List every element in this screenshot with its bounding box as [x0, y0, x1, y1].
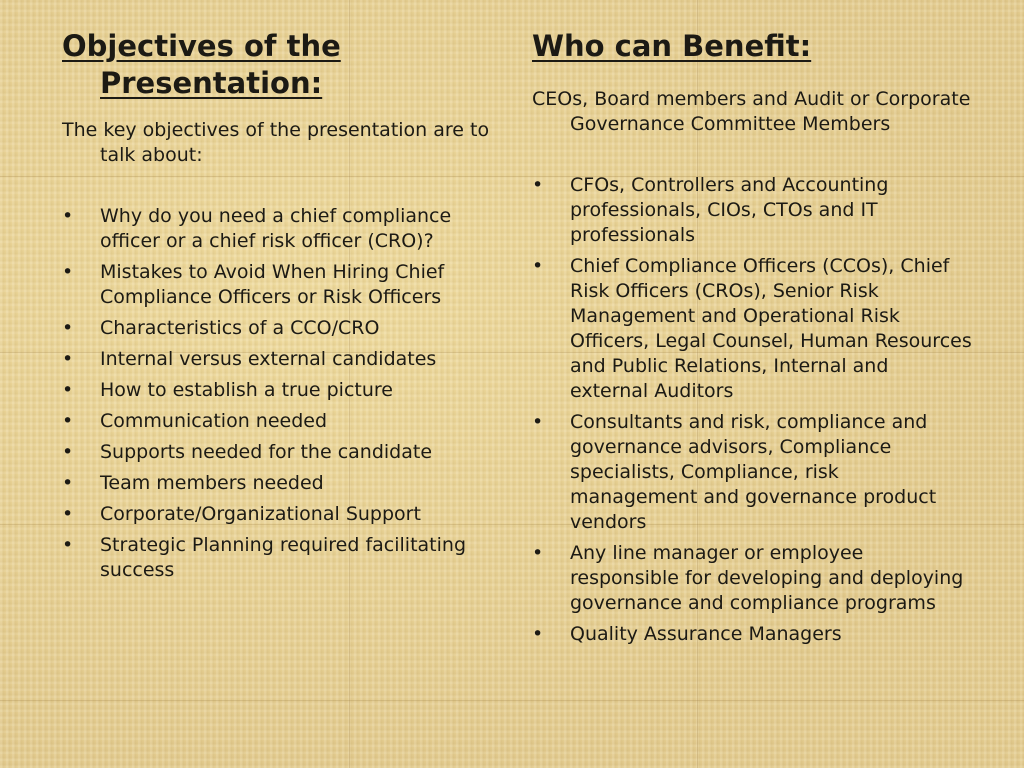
- audience-list: [532, 173, 972, 647]
- audience-heading: Who can Benefit:: [532, 29, 812, 63]
- objective-item-text: Team members needed: [100, 472, 324, 494]
- objectives-heading: Objectives of the Presentation:: [62, 29, 341, 100]
- objective-item: [62, 409, 492, 434]
- objective-item-text: Mistakes to Avoid When Hiring Chief Compliance Officers or Risk Officers: [100, 261, 445, 308]
- bullet-icon: •: [62, 379, 74, 401]
- objective-item: [62, 440, 492, 465]
- audience-intro: CEOs, Board members and Audit or Corporate Governance Committee Members: [532, 88, 971, 135]
- objective-item: [62, 347, 492, 372]
- objective-item-text: Communication needed: [100, 410, 328, 432]
- audience-column: [532, 28, 972, 653]
- objective-item-text: How to establish a true picture: [100, 379, 393, 401]
- audience-item: [532, 173, 972, 248]
- audience-item: [532, 541, 972, 616]
- bullet-icon: •: [62, 317, 74, 339]
- audience-item: [532, 622, 972, 647]
- bullet-icon: •: [532, 542, 544, 564]
- bullet-icon: •: [532, 411, 544, 433]
- objective-item: [62, 502, 492, 527]
- audience-item-text: Consultants and risk, compliance and governance advisors, Compliance specialists, Compliance, risk management and governance product vendors: [570, 411, 937, 533]
- audience-item-text: Chief Compliance Officers (CCOs), Chief Risk Officers (CROs), Senior Risk Management and Operational Risk Officers, Legal Counsel, Human Resources and Public Relations, Internal and external Auditors: [570, 255, 972, 402]
- objective-item: [62, 260, 492, 310]
- bullet-icon: •: [62, 534, 74, 556]
- objective-item: [62, 471, 492, 496]
- objectives-list: [62, 204, 492, 583]
- objective-item: [62, 316, 492, 341]
- objective-item: [62, 204, 492, 254]
- bullet-icon: •: [532, 255, 544, 277]
- audience-item-text: CFOs, Controllers and Accounting professionals, CIOs, CTOs and IT professionals: [570, 174, 889, 246]
- audience-item-text: Any line manager or employee responsible for developing and deploying governance and compliance programs: [570, 542, 964, 614]
- objective-item-text: Why do you need a chief compliance officer or a chief risk officer (CRO)?: [100, 205, 452, 252]
- bullet-icon: •: [62, 261, 74, 283]
- objective-item-text: Strategic Planning required facilitating success: [100, 534, 467, 581]
- bullet-icon: •: [62, 348, 74, 370]
- objective-item-text: Internal versus external candidates: [100, 348, 437, 370]
- bullet-icon: •: [532, 174, 544, 196]
- objectives-intro: The key objectives of the presentation are to talk about:: [62, 119, 490, 166]
- objective-item-text: Supports needed for the candidate: [100, 441, 433, 463]
- audience-item-text: Quality Assurance Managers: [570, 623, 842, 645]
- objectives-column: [62, 28, 492, 589]
- background-seam: [0, 700, 1024, 701]
- objective-item-text: Corporate/Organizational Support: [100, 503, 421, 525]
- bullet-icon: •: [62, 503, 74, 525]
- objective-item: [62, 378, 492, 403]
- audience-item: [532, 410, 972, 535]
- objective-item-text: Characteristics of a CCO/CRO: [100, 317, 380, 339]
- objective-item: [62, 533, 492, 583]
- bullet-icon: •: [62, 205, 74, 227]
- bullet-icon: •: [532, 623, 544, 645]
- bullet-icon: •: [62, 410, 74, 432]
- audience-item: [532, 254, 972, 404]
- bullet-icon: •: [62, 441, 74, 463]
- bullet-icon: •: [62, 472, 74, 494]
